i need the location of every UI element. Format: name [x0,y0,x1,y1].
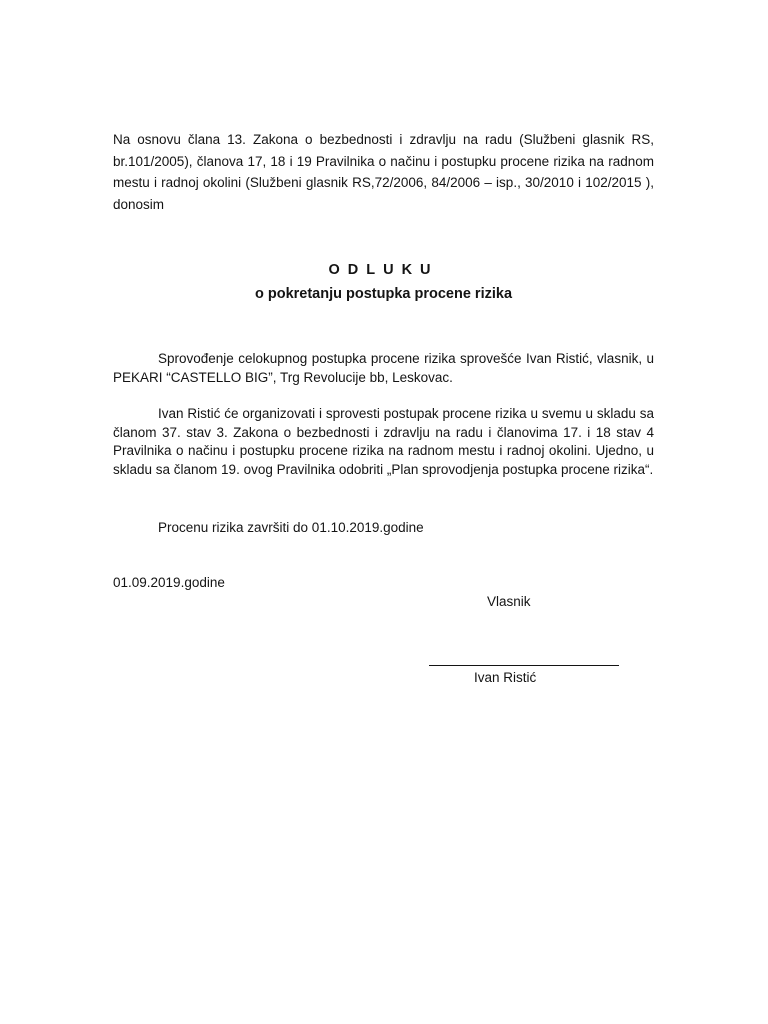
signatory-name: Ivan Ristić [474,670,537,685]
document-title: ODLUKU [328,262,439,278]
signature-line [429,665,619,666]
document-subtitle: o pokretanju postupka procene rizika [254,286,513,302]
body-paragraph-3: Procenu rizika završiti do 01.10.2019.godine [158,520,424,535]
intro-paragraph: Na osnovu člana 13. Zakona o bezbednosti i zdravlju na radu (Službeni glasnik RS, br.101/2005), članova 17, 18 i 19 Pravilnika o načinu i postupku procene rizika na radnom mestu i radnoj okolini (Službeni glasnik RS,72/2006, 84/2006 – isp., 30/2010 i 102/2015 ), donosim [113,132,654,212]
document-date: 01.09.2019.godine [113,575,225,590]
body-paragraph-1: Sprovođenje celokupnog postupka procene rizika sprovešće Ivan Ristić, vlasnik, u PEKARI “CASTELLO BIG”, Trg Revolucije bb, Leskovac. [113,351,654,385]
body-paragraph-2: Ivan Ristić će organizovati i sprovesti postupak procene rizika u svemu u skladu sa članom 37. stav 3. Zakona o bezbednosti i zdravlju na radu i članovima 17. i 18 stav 4 Pravilnika o načinu i postupku procene rizika na radnom mestu i radnoj okolini. Ujedno, u skladu sa članom 19. ovog Pravilnika odobriti „Plan sprovodjenja postupka procene rizika“. [113,406,654,477]
signatory-role: Vlasnik [487,594,531,609]
